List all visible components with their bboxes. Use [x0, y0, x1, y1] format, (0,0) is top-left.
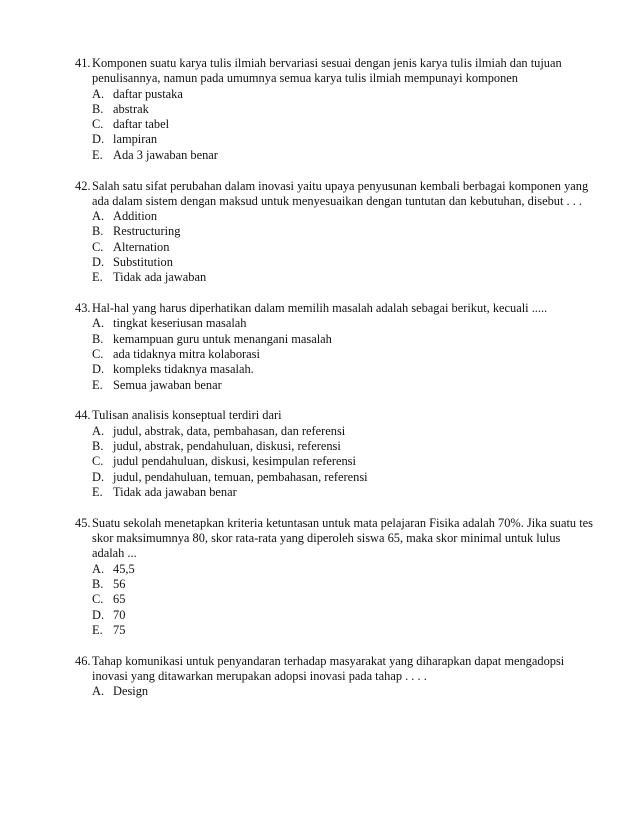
- option-letter: C.: [92, 592, 104, 607]
- option-letter: A.: [92, 316, 105, 331]
- question-heading: [75, 56, 595, 87]
- answer-option: [75, 362, 595, 377]
- question-number: 41.: [75, 56, 91, 70]
- option-text: Restructuring: [113, 224, 181, 239]
- answer-option: [75, 117, 595, 132]
- question-list: [75, 56, 595, 715]
- question-stem: Tulisan analisis konseptual terdiri dari: [92, 408, 282, 423]
- option-letter: E.: [92, 147, 103, 162]
- question-block: [75, 179, 595, 286]
- option-letter: B.: [92, 439, 104, 454]
- answer-option: [75, 454, 595, 469]
- option-letter: D.: [92, 607, 105, 622]
- question-number: 46.: [75, 653, 91, 668]
- option-text: judul, abstrak, pendahuluan, diskusi, referensi: [113, 439, 341, 454]
- option-letter: A.: [92, 209, 105, 224]
- option-text: kompleks tidaknya masalah.: [113, 362, 254, 377]
- option-letter: E.: [92, 377, 103, 392]
- question-heading: [75, 301, 595, 316]
- option-text: Alternation: [113, 239, 170, 254]
- option-letter: A.: [92, 86, 105, 101]
- option-letter: D.: [92, 132, 105, 147]
- answer-option: [75, 224, 595, 239]
- answer-option: [75, 684, 595, 699]
- answer-option: [75, 592, 595, 607]
- option-list: [75, 87, 595, 163]
- option-list: [75, 684, 595, 699]
- option-text: ada tidaknya mitra kolaborasi: [113, 347, 260, 362]
- answer-option: [75, 485, 595, 500]
- option-list: [75, 209, 595, 285]
- question-stem: Suatu sekolah menetapkan kriteria ketuntasan untuk mata pelajaran Fisika adalah 70%. Jika suatu tes skor maksimumnya 80, skor rata-rata yang diperoleh siswa 65, maka skor minimal untuk lulus adalah ...: [92, 515, 593, 561]
- option-text: 45,5: [113, 561, 135, 576]
- option-text: Tidak ada jawaban benar: [113, 484, 237, 499]
- option-text: judul, abstrak, data, pembahasan, dan referensi: [113, 423, 346, 438]
- option-text: daftar pustaka: [113, 86, 183, 101]
- question-heading: [75, 408, 595, 423]
- option-letter: C.: [92, 239, 104, 254]
- option-text: 75: [113, 622, 126, 637]
- option-letter: B.: [92, 101, 104, 116]
- answer-option: [75, 148, 595, 163]
- option-text: judul pendahuluan, diskusi, kesimpulan referensi: [113, 454, 356, 469]
- option-list: [75, 316, 595, 392]
- option-text: judul, pendahuluan, temuan, pembahasan, referensi: [113, 469, 368, 484]
- answer-option: [75, 577, 595, 592]
- question-number: 44.: [75, 408, 91, 423]
- question-stem: Tahap komunikasi untuk penyandaran terhadap masyarakat yang diharapkan dapat mengadopsi inovasi yang ditawarkan merupakan adopsi inovasi pada tahap . . . .: [92, 653, 565, 683]
- option-letter: D.: [92, 255, 105, 270]
- answer-option: [75, 424, 595, 439]
- answer-option: [75, 608, 595, 623]
- option-text: Addition: [113, 209, 158, 224]
- option-text: daftar tabel: [113, 117, 170, 132]
- question-stem: Hal-hal yang harus diperhatikan dalam memilih masalah adalah sebagai berikut, kecuali .....: [92, 301, 548, 316]
- option-text: Substitution: [113, 255, 173, 270]
- question-number: 45.: [75, 515, 91, 530]
- option-letter: A.: [92, 684, 105, 699]
- answer-option: [75, 439, 595, 454]
- option-text: 70: [113, 607, 126, 622]
- answer-option: [75, 316, 595, 331]
- option-text: lampiran: [113, 132, 158, 147]
- option-letter: B.: [92, 331, 104, 346]
- option-letter: C.: [92, 117, 104, 132]
- option-text: Semua jawaban benar: [113, 377, 222, 392]
- option-letter: B.: [92, 224, 104, 239]
- question-heading: [75, 654, 595, 685]
- answer-option: [75, 332, 595, 347]
- answer-option: [75, 87, 595, 102]
- question-block: [75, 408, 595, 500]
- answer-option: [75, 255, 595, 270]
- answer-option: [75, 240, 595, 255]
- option-letter: B.: [92, 576, 104, 591]
- answer-option: [75, 347, 595, 362]
- option-text: Design: [113, 684, 149, 699]
- question-block: [75, 516, 595, 638]
- question-block: [75, 654, 595, 700]
- option-list: [75, 424, 595, 500]
- answer-option: [75, 562, 595, 577]
- option-letter: C.: [92, 347, 104, 362]
- option-text: abstrak: [113, 101, 149, 116]
- answer-option: [75, 270, 595, 285]
- option-text: tingkat keseriusan masalah: [113, 316, 247, 331]
- answer-option: [75, 470, 595, 485]
- question-stem: Komponen suatu karya tulis ilmiah bervariasi sesuai dengan jenis karya tulis ilmiah dan tujuan penulisannya, namun pada umumnya semua karya tulis ilmiah mempunayi komponen: [92, 56, 562, 86]
- option-list: [75, 562, 595, 638]
- option-letter: E.: [92, 270, 103, 285]
- question-stem: Salah satu sifat perubahan dalam inovasi yaitu upaya penyusunan kembali berbagai komponen yang ada dalam sistem dengan maksud untuk menyesuaikan dengan tuntutan dan kebutuhan, disebut . . .: [92, 178, 589, 208]
- option-text: kemampuan guru untuk menangani masalah: [113, 331, 332, 346]
- option-letter: C.: [92, 454, 104, 469]
- option-letter: E.: [92, 484, 103, 499]
- option-letter: D.: [92, 362, 105, 377]
- option-letter: E.: [92, 622, 103, 637]
- question-block: [75, 56, 595, 163]
- answer-option: [75, 209, 595, 224]
- answer-option: [75, 378, 595, 393]
- answer-option: [75, 623, 595, 638]
- option-text: 65: [113, 592, 126, 607]
- answer-option: [75, 102, 595, 117]
- option-letter: A.: [92, 423, 105, 438]
- option-text: Tidak ada jawaban: [113, 270, 207, 285]
- question-heading: [75, 516, 595, 562]
- question-block: [75, 301, 595, 393]
- answer-option: [75, 132, 595, 147]
- question-number: 42.: [75, 178, 91, 193]
- option-letter: D.: [92, 469, 105, 484]
- question-number: 43.: [75, 301, 91, 316]
- option-letter: A.: [92, 561, 105, 576]
- option-text: 56: [113, 576, 126, 591]
- question-heading: [75, 179, 595, 210]
- option-text: Ada 3 jawaban benar: [113, 147, 218, 162]
